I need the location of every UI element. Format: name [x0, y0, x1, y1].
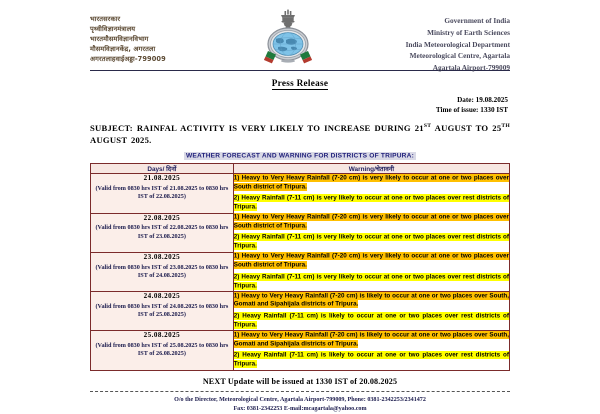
letterhead-english-line: Meteorological Centre, Agartala	[409, 51, 510, 61]
letterhead-english-block	[335, 8, 510, 74]
subject-prefix: SUBJECT: RAINFAL ACTIVITY IS VERY LIKELY TO INCREASE DURING 21	[90, 122, 424, 133]
table-row	[91, 252, 510, 291]
issue-datetime-block	[90, 95, 510, 116]
table-row	[91, 213, 510, 252]
column-header-warning: Warning/चेतावनी	[233, 164, 509, 174]
warning-text: 2) Heavy Rainfall (7-11 cm) is very likely to occur at one or two places over rest districts of Tripura.	[233, 273, 509, 290]
weather-warning-table	[90, 163, 510, 370]
warning-item	[234, 214, 509, 232]
table-head	[91, 164, 510, 174]
table-row	[91, 174, 510, 213]
day-validity: (Valid from 0830 hrs IST of 23.08.2025 to 0830 hrs IST of 24.08.2025)	[95, 263, 229, 279]
warning-text: 1) Heavy to Very Heavy Rainfall (7-20 cm) is very likely to occur at one or two places over South district of Tripura.	[233, 213, 509, 230]
letterhead-hindi-block	[90, 8, 240, 64]
days-cell	[91, 252, 234, 291]
day-date: 21.08.2025	[143, 174, 181, 183]
subject-middle: AUGUST TO 25	[431, 122, 502, 133]
subject-suffix: AUGUST 2025.	[90, 134, 152, 145]
table-row	[91, 331, 510, 370]
letterhead-english-line: Government of India	[444, 16, 510, 25]
letterhead-hindi-line: मौसमविज्ञानकेंद्र, अगरतला	[90, 45, 156, 54]
table-row	[91, 292, 510, 331]
next-update-notice: NEXT Update will be issued at 1330 IST of 20.08.2025	[202, 376, 398, 386]
letterhead-hindi-line: भारतमौसमविज्ञानविभाग	[90, 35, 149, 44]
warning-text: 1) Heavy to Very Heavy Rainfall (7-20 cm) is very likely to occur at one or two places over South district of Tripura.	[233, 252, 509, 269]
emblem-container	[261, 8, 315, 67]
warning-item	[234, 174, 509, 192]
warning-cell	[233, 331, 509, 370]
warning-text: 1) Heavy to Very Heavy Rainfall (7-20 cm) is very likely to occur at one or two places over South district of Tripura.	[233, 174, 509, 191]
warning-item	[234, 292, 509, 310]
warning-text: 2) Heavy Rainfall (7-11 cm) is likely to occur at one or two places over rest districts of Tripura.	[233, 312, 509, 329]
day-date: 25.08.2025	[143, 331, 181, 340]
warning-cell	[233, 174, 509, 213]
warning-item	[234, 312, 509, 330]
subject-ordinal-second: TH	[501, 123, 510, 130]
issue-time: Time of issue: 1330 IST	[435, 106, 508, 115]
warning-item	[234, 253, 509, 271]
warning-item	[234, 273, 509, 291]
letterhead-english-line: Ministry of Earth Sciences	[427, 27, 510, 37]
day-date: 22.08.2025	[143, 213, 181, 222]
press-release-label: Press Release	[271, 78, 329, 88]
warning-text: 1) Heavy to Very Heavy Rainfall (7-20 cm) is likely to occur at one or two places over South, Gomati and Sipahijala districts of Tripura.	[233, 331, 509, 348]
day-validity: (Valid from 0830 hrs IST of 24.08.2025 to 0830 hrs IST of 25.08.2025)	[95, 302, 229, 319]
warning-item	[234, 331, 509, 349]
letterhead	[90, 8, 510, 73]
warning-text: 2) Heavy Rainfall (7-11 cm) is very likely to occur at one or two places over rest districts of Tripura.	[233, 233, 509, 250]
warning-text: 2) Heavy Rainfall (7-11 cm) is likely to occur at one or two places over rest districts of Tripura.	[233, 351, 509, 368]
warning-cell	[233, 292, 509, 331]
letterhead-hindi-line: भारतसरकार	[90, 15, 121, 23]
footer-fax-email-line: Fax: 0381-2342253 E-mail:mcagartala@yahoo.com	[233, 405, 367, 412]
warning-item	[234, 195, 509, 213]
days-cell	[91, 331, 234, 370]
day-validity: (Valid from 0830 hrs IST of 21.08.2025 to 0830 hrs IST of 22.08.2025)	[95, 185, 229, 201]
days-cell	[91, 174, 234, 213]
forecast-title	[90, 152, 510, 159]
footer-contact-block	[90, 396, 510, 414]
day-validity: (Valid from 0830 hrs IST of 25.08.2025 to 0830 hrs IST of 26.08.2025)	[95, 342, 229, 358]
warning-item	[234, 352, 509, 370]
footer-divider	[90, 391, 510, 392]
table-body	[91, 174, 510, 370]
days-cell	[91, 292, 234, 331]
letterhead-hindi-line: पृथ्वीविज्ञानमंत्रालय	[90, 25, 136, 34]
table-header-row	[91, 164, 510, 174]
subject-ordinal-first: ST	[423, 123, 432, 130]
day-date: 23.08.2025	[143, 252, 181, 261]
subject-line	[90, 123, 510, 146]
day-date: 24.08.2025	[143, 292, 181, 300]
letterhead-hindi-line: अगरतलाहवाईअड्डा-799009	[90, 55, 166, 64]
press-release-heading	[90, 78, 510, 88]
days-cell	[91, 213, 234, 252]
warning-text: 2) Heavy Rainfall (7-11 cm) is very likely to occur at one or two places over rest districts of Tripura.	[233, 194, 509, 211]
letterhead-english-line: Agartala Airport-799009	[432, 63, 510, 73]
issue-date: Date: 19.08.2025	[457, 96, 508, 104]
day-validity: (Valid from 0830 hrs IST of 22.08.2025 to 0830 hrs IST of 23.08.2025)	[95, 224, 229, 240]
column-header-days: Days/ दिनों	[91, 164, 234, 174]
india-meteorological-department-emblem-icon	[264, 9, 312, 67]
footer-address-line: O/o the Director, Meteorological Centre, Agartala Airport-799009, Phone: 0381-2342253/2341472	[174, 396, 426, 403]
letterhead-english-line: India Meteorological Department	[405, 39, 510, 49]
warning-cell	[233, 213, 509, 252]
warning-text: 1) Heavy to Very Heavy Rainfall (7-20 cm) is likely to occur at one or two places over South, Gomati and Sipahijala districts of Tripura.	[233, 292, 509, 308]
warning-item	[234, 234, 509, 252]
forecast-title-text: WEATHER FORECAST AND WARNING FOR DISTRICTS OF TRIPURA:	[185, 152, 415, 160]
warning-cell	[233, 252, 509, 291]
